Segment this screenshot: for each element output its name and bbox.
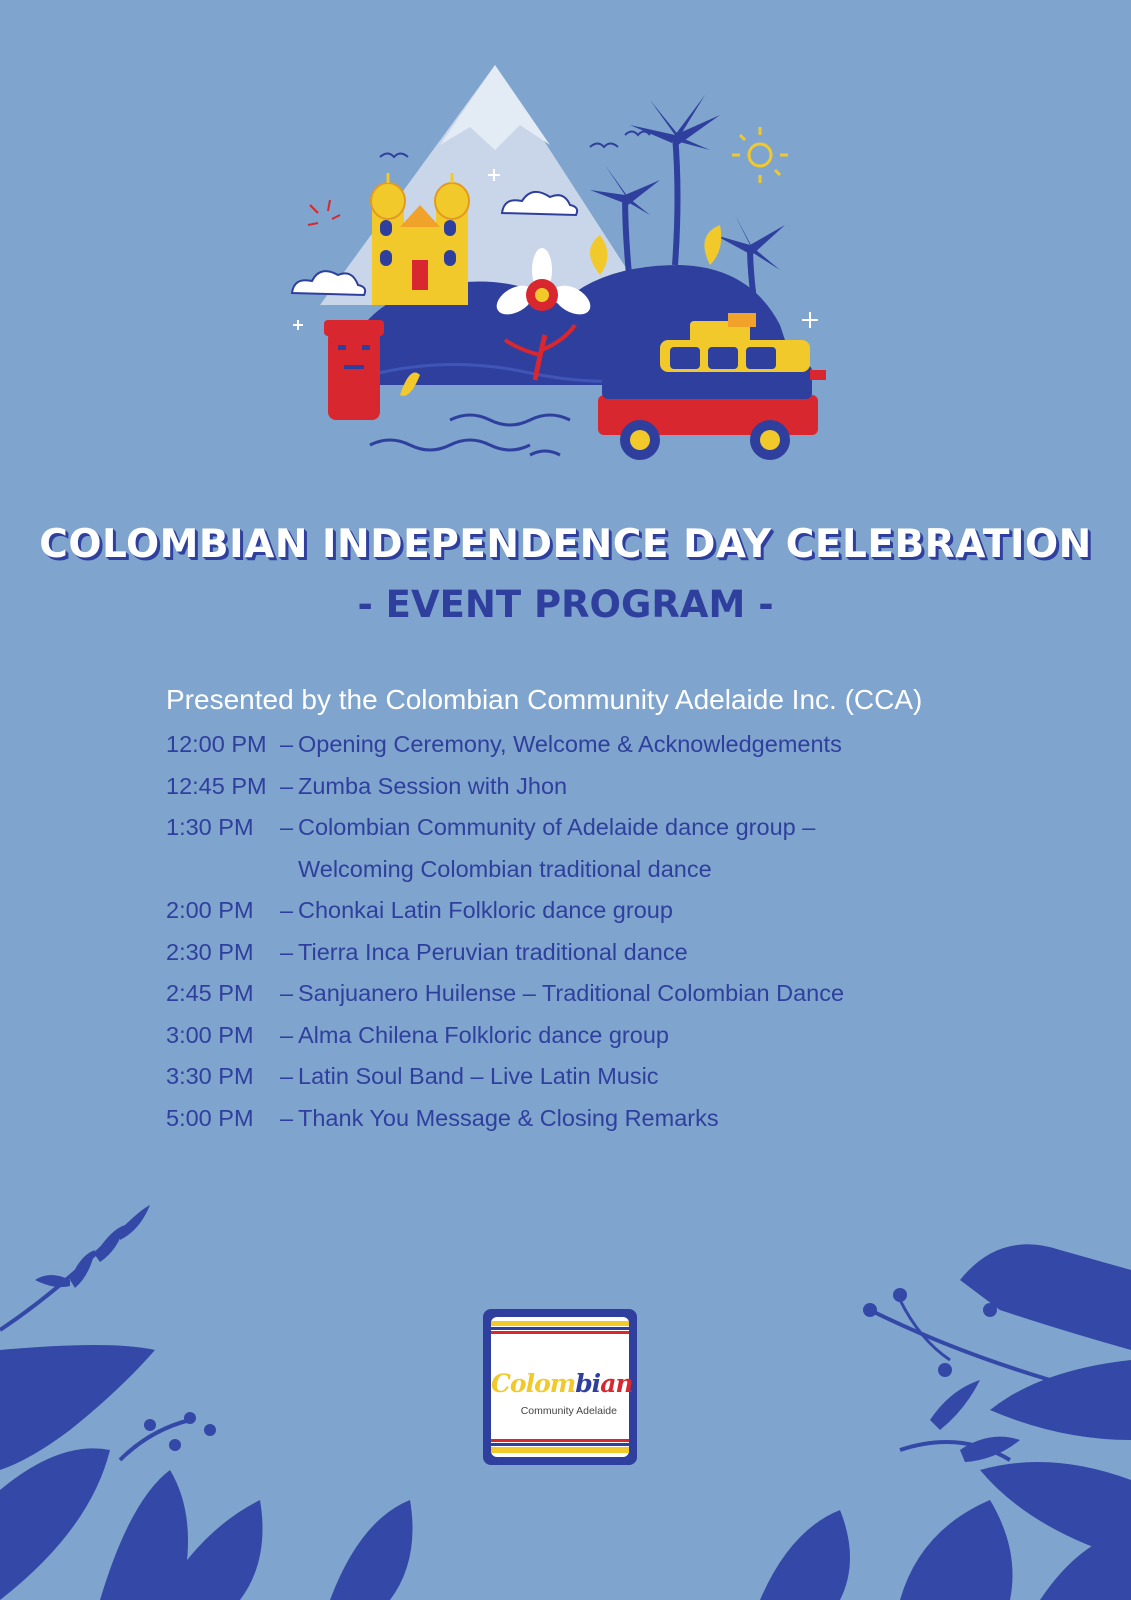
schedule-time: 2:30 PM	[166, 938, 254, 965]
logo-word-part2: bi	[575, 1369, 601, 1398]
schedule-list	[166, 731, 844, 1146]
schedule-separator: –	[280, 772, 294, 799]
colombia-landscape-illustration	[280, 55, 860, 485]
schedule-description: Alma Chilena Folkloric dance group	[298, 1021, 669, 1048]
schedule-separator: –	[280, 731, 294, 757]
logo-stripe-blue	[491, 1327, 629, 1330]
schedule-separator: –	[280, 980, 294, 1006]
schedule-description: Opening Ceremony, Welcome & Acknowledgements	[298, 731, 842, 757]
schedule-separator: –	[280, 1063, 294, 1089]
presenter-line: Presented by the Colombian Community Adelaide Inc. (CCA)	[166, 684, 923, 715]
schedule-item	[166, 814, 844, 856]
schedule-item	[166, 731, 844, 773]
logo-panel	[491, 1317, 633, 1457]
schedule-separator: –	[280, 1104, 294, 1131]
logo-stripe-yellow	[491, 1321, 629, 1326]
logo-stripe-yellow-bottom	[491, 1447, 629, 1453]
schedule-separator: –	[280, 1021, 294, 1048]
schedule-description: Zumba Session with Jhon	[298, 772, 568, 799]
schedule-separator: –	[280, 938, 294, 965]
schedule-description: Thank You Message & Closing Remarks	[298, 1104, 719, 1131]
schedule-time: 5:00 PM	[166, 1104, 254, 1131]
page-title: COLOMBIAN INDEPENDENCE DAY CELEBRATION	[39, 522, 1092, 567]
logo-word-part1: Colom	[491, 1369, 576, 1398]
cca-logo	[483, 1309, 637, 1465]
schedule-time: 2:45 PM	[166, 980, 254, 1006]
schedule-description: Tierra Inca Peruvian traditional dance	[298, 938, 688, 965]
schedule-description: Sanjuanero Huilense – Traditional Colombian Dance	[298, 980, 845, 1006]
schedule-time: 12:00 PM	[166, 731, 267, 757]
schedule-item	[166, 939, 844, 981]
schedule-item	[166, 980, 844, 1022]
schedule-time: 3:30 PM	[166, 1063, 254, 1089]
schedule-description: Welcoming Colombian traditional dance	[298, 855, 712, 882]
schedule-description: Latin Soul Band – Live Latin Music	[298, 1063, 659, 1089]
schedule-item	[166, 897, 844, 939]
schedule-description: Chonkai Latin Folkloric dance group	[298, 897, 673, 923]
page-subtitle: - EVENT PROGRAM -	[357, 583, 774, 626]
logo-wordmark	[491, 1369, 633, 1398]
schedule-item	[166, 1022, 844, 1064]
logo-stripe-red	[491, 1331, 629, 1334]
schedule-item	[166, 1105, 844, 1147]
schedule-separator: –	[280, 814, 294, 840]
schedule-item	[166, 773, 844, 815]
logo-stripe-red-bottom	[491, 1439, 629, 1442]
schedule-item-continuation	[166, 856, 844, 898]
schedule-time: 2:00 PM	[166, 897, 254, 923]
logo-subtext: Community Adelaide	[520, 1405, 617, 1417]
logo-word-part3: an	[600, 1369, 633, 1398]
schedule-time: 12:45 PM	[166, 772, 267, 799]
logo-stripe-blue-bottom	[491, 1443, 629, 1446]
schedule-description: Colombian Community of Adelaide dance group –	[298, 814, 816, 840]
schedule-time: 3:00 PM	[166, 1021, 254, 1048]
schedule-time: 1:30 PM	[166, 814, 254, 840]
schedule-separator: –	[280, 897, 294, 923]
schedule-item	[166, 1063, 844, 1105]
